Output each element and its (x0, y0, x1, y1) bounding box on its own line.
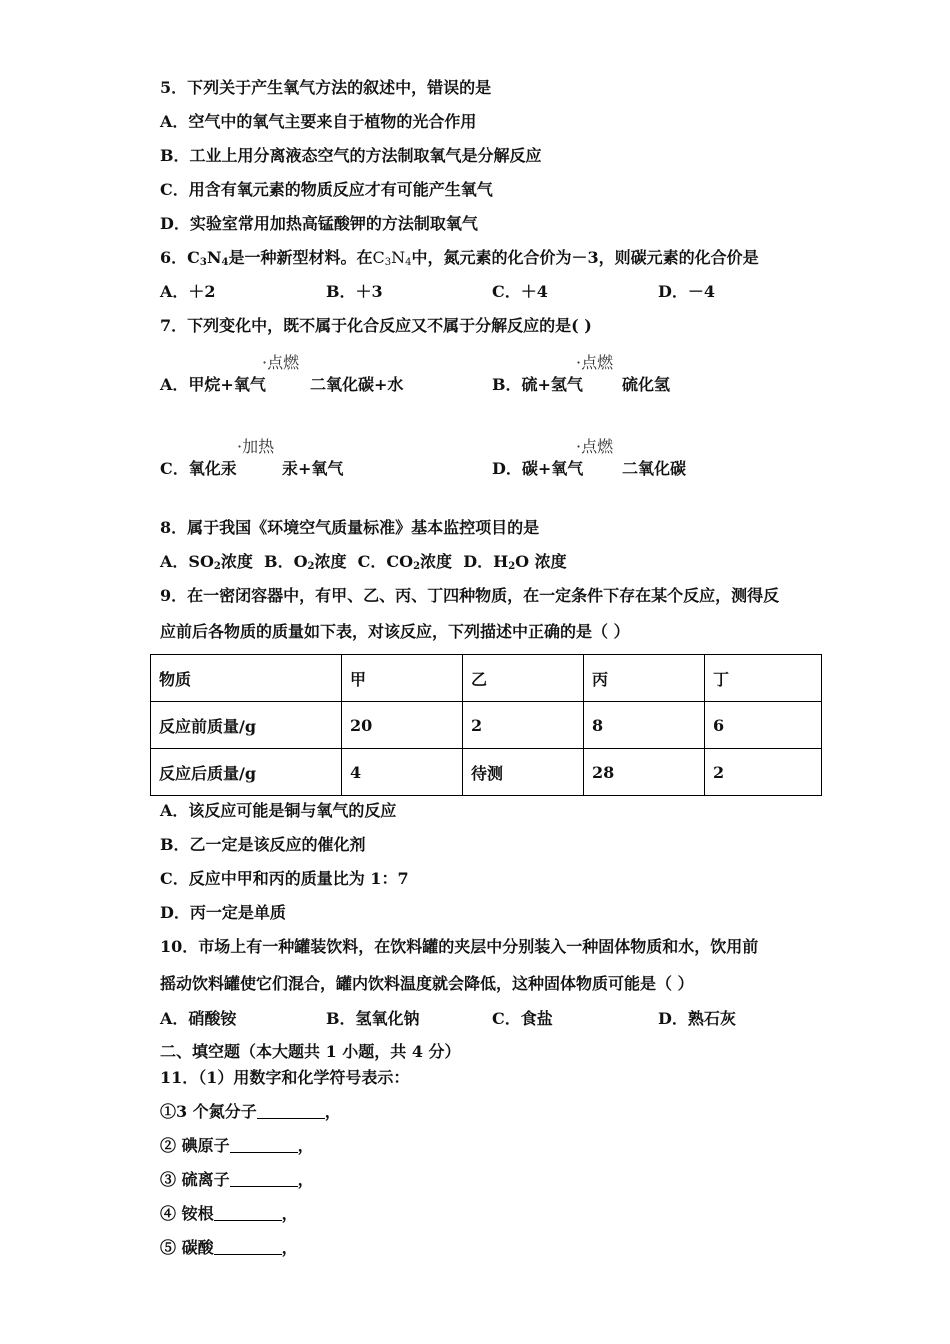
q7-b-condition: ·点燃 (576, 353, 614, 372)
q11-item-3: ③ 硫离子 ， (160, 1170, 314, 1189)
q7-b-products: 硫化氢 (622, 375, 671, 394)
q10-option-d: D．熟石灰 (658, 1009, 736, 1028)
q7-a-reactants: A．甲烷+氧气 (160, 375, 266, 394)
table-cell: 8 (584, 702, 705, 749)
q10-stem-line1: 10．市场上有一种罐装饮料，在饮料罐的夹层中分别装入一种固体物质和水，饮用前 (160, 937, 759, 956)
q9-option-b: B．乙一定是该反应的催化剂 (160, 835, 366, 854)
q7-c-condition: ·加热 (237, 437, 275, 456)
table-header-row (151, 655, 822, 702)
q11-stem: 11．（1）用数字和化学符号表示： (160, 1068, 410, 1087)
table-cell: 6 (705, 702, 822, 749)
q9-option-a: A．该反应可能是铜与氧气的反应 (160, 801, 397, 820)
table-cell: 28 (584, 749, 705, 796)
table-cell: 待测 (463, 749, 584, 796)
q8-stem: 8．属于我国《环境空气质量标准》基本监控项目的是 (160, 518, 540, 537)
q11-item-2: ② 碘原子 ， (160, 1136, 314, 1155)
q9-mass-table (150, 654, 822, 796)
answer-blank[interactable] (214, 1238, 282, 1255)
q6-option-d: D．－4 (658, 282, 716, 301)
q11-item-1: ①3 个氮分子 ， (160, 1102, 341, 1121)
q6-option-b: B．＋3 (326, 282, 383, 301)
q7-d-products: 二氧化碳 (622, 459, 687, 478)
q6-stem: 6．$C_3N_4$是一种新型材料。在$C_3N_4$中，氮元素的化合价为－3，则碳元素的化合价是 (160, 248, 759, 268)
q11-item-4: ④ 铵根 ， (160, 1204, 298, 1223)
q8-options: A．$SO_2$浓度 B．$O_2$浓度 C．$CO_2$浓度 D．$H_2O$ 浓度 (160, 552, 567, 572)
table-cell: 2 (463, 702, 584, 749)
q5-option-c: C．用含有氧元素的物质反应才有可能产生氧气 (160, 180, 493, 199)
table-cell: 甲 (342, 655, 463, 702)
table-cell: 丁 (705, 655, 822, 702)
q6-option-a: A．＋2 (160, 282, 216, 301)
q7-d-reactants: D．碳+氧气 (492, 459, 584, 478)
q7-a-products: 二氧化碳+水 (310, 375, 404, 394)
q5-option-a: A．空气中的氧气主要来自于植物的光合作用 (160, 112, 477, 131)
q10-option-a: A．硝酸铵 (160, 1009, 237, 1028)
q7-c-reactants: C．氧化汞 (160, 459, 237, 478)
q10-option-b: B．氢氧化钠 (326, 1009, 420, 1028)
q7-c-products: 汞+氧气 (282, 459, 344, 478)
table-cell: 丙 (584, 655, 705, 702)
table-cell: 反应前质量/g (151, 702, 342, 749)
q5-option-d: D．实验室常用加热高锰酸钾的方法制取氧气 (160, 214, 478, 233)
table-row (151, 749, 822, 796)
q7-b-reactants: B．硫+氢气 (492, 375, 583, 394)
q9-stem-line2: 应前后各物质的质量如下表，对该反应，下列描述中正确的是（ ） (160, 622, 630, 641)
q9-option-d: D．丙一定是单质 (160, 903, 286, 922)
table-cell: 物质 (151, 655, 342, 702)
answer-blank[interactable] (257, 1102, 325, 1119)
table-row (151, 702, 822, 749)
table-cell: 反应后质量/g (151, 749, 342, 796)
answer-blank[interactable] (230, 1136, 298, 1153)
q5-stem: 5．下列关于产生氧气方法的叙述中，错误的是 (160, 78, 492, 97)
answer-blank[interactable] (230, 1170, 298, 1187)
q9-stem-line1: 9．在一密闭容器中，有甲、乙、丙、丁四种物质，在一定条件下存在某个反应，测得反 (160, 586, 780, 605)
q9-option-c: C．反应中甲和丙的质量比为 1：7 (160, 869, 409, 888)
q10-option-c: C．食盐 (492, 1009, 553, 1028)
table-cell: 4 (342, 749, 463, 796)
answer-blank[interactable] (214, 1204, 282, 1221)
table-cell: 20 (342, 702, 463, 749)
section-2-heading: 二、填空题（本大题共 1 小题，共 4 分） (160, 1042, 461, 1061)
q11-item-5: ⑤ 碳酸 ， (160, 1238, 298, 1257)
q5-option-b: B．工业上用分离液态空气的方法制取氧气是分解反应 (160, 146, 542, 165)
table-cell: 2 (705, 749, 822, 796)
q6-option-c: C．＋4 (492, 282, 548, 301)
q7-a-condition: ·点燃 (262, 353, 300, 372)
q7-d-condition: ·点燃 (576, 437, 614, 456)
table-cell: 乙 (463, 655, 584, 702)
q10-stem-line2: 摇动饮料罐使它们混合，罐内饮料温度就会降低，这种固体物质可能是（ ） (160, 974, 694, 993)
q7-stem: 7．下列变化中，既不属于化合反应又不属于分解反应的是( ) (160, 316, 592, 335)
